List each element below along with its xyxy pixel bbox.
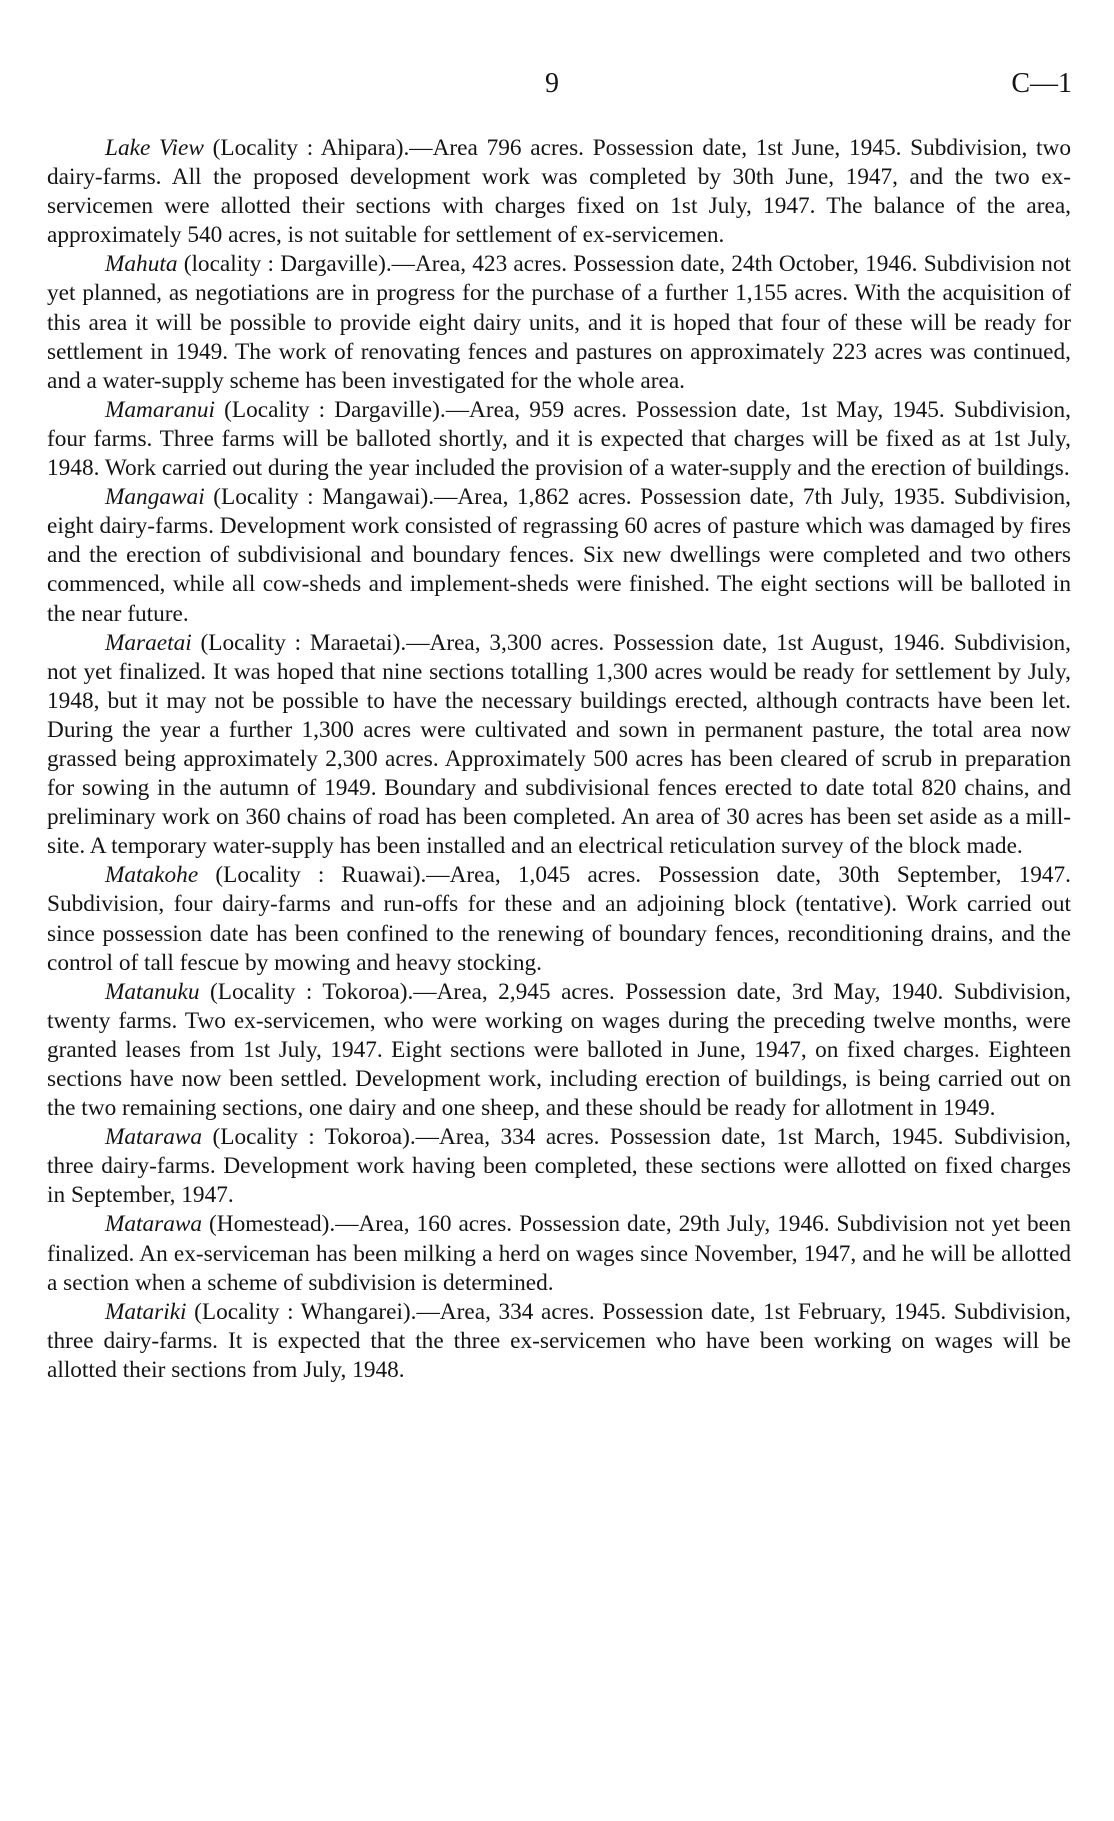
entry-matanuku <box>47 978 1071 1123</box>
entry-lake-view <box>47 134 1071 250</box>
entry-name: Matanuku <box>105 978 200 1005</box>
entry-text: (Locality : Maraetai).—Area, 3,300 acres. Possession date, 1st August, 1946. Subdivision, not yet finalized. It was hoped that nine sections totalling 1,300 acres would be ready for settlement by July, 1948, but it may not be possible to have the necessary buildings erected, although contracts have been let. During the year a further 1,300 acres were cultivated and sown in permanent pasture, the total area now grassed being approximately 2,300 acres. Approximately 500 acres has been cleared of scrub in preparation for sowing in the autumn of 1949. Boundary and subdivisional fences erected to date total 820 chains, and preliminary work on 360 chains of road has been completed. An area of 30 acres has been set aside as a mill-site. A temporary water-supply has been installed and an electrical reticulation survey of the block made. <box>47 629 1071 860</box>
page-header <box>0 68 1114 108</box>
entry-text: (Locality : Tokoroa).—Area, 334 acres. Possession date, 1st March, 1945. Subdivision, three dairy-farms. Development work having been completed, these sections were allotted on fixed charges in September, 1947. <box>47 1124 1071 1209</box>
entry-matariki <box>47 1298 1071 1385</box>
entry-matarawa-homestead <box>47 1210 1071 1297</box>
entry-name: Matariki <box>105 1298 187 1325</box>
entry-name: Mahuta <box>105 251 178 278</box>
entry-mamaranui <box>47 396 1071 483</box>
entry-text: (Locality : Ahipara).—Area 796 acres. Possession date, 1st June, 1945. Subdivision, two dairy-farms. All the proposed development work was completed by 30th June, 1947, and the two ex-servicemen were allotted their sections with charges fixed on 1st July, 1947. The balance of the area, approximately 540 acres, is not suitable for settlement of ex-servicemen. <box>47 135 1071 249</box>
entry-text: (Locality : Tokoroa).—Area, 2,945 acres. Possession date, 3rd May, 1940. Subdivision, twenty farms. Two ex-servicemen, who were working on wages during the preceding twelve months, were granted leases from 1st July, 1947. Eight sections were balloted in June, 1947, on fixed charges. Eighteen sections have now been settled. Development work, including erection of buildings, is being carried out on the two remaining sections, one dairy and one sheep, and these should be ready for allotment in 1949. <box>47 978 1071 1122</box>
entry-name: Mamaranui <box>105 396 216 423</box>
entry-name: Mangawai <box>105 484 205 511</box>
entry-name: Matarawa <box>105 1124 203 1151</box>
entry-name: Maraetai <box>105 629 192 656</box>
entry-matarawa-tokoroa <box>47 1123 1071 1210</box>
entry-mahuta <box>47 250 1071 395</box>
entry-text: (Locality : Ruawai).—Area, 1,045 acres. Possession date, 30th September, 1947. Subdivision, four dairy-farms and run-offs for these and an adjoining block (tentative). Work carried out since possession date has been confined to the renewing of boundary fences, reconditioning drains, and the control of tall fescue by mowing and heavy stocking. <box>47 862 1071 976</box>
entry-text: (Locality : Whangarei).—Area, 334 acres. Possession date, 1st February, 1945. Subdivision, three dairy-farms. It is expected that the three ex-servicemen who have been working on wages will be allotted their sections from July, 1948. <box>47 1298 1071 1383</box>
entry-name: Matarawa <box>105 1211 203 1238</box>
entry-name: Matakohe <box>105 862 199 889</box>
page-number: 9 <box>545 68 559 99</box>
entry-text: (locality : Dargaville).—Area, 423 acres. Possession date, 24th October, 1946. Subdivision not yet planned, as negotiations are in progress for the purchase of a further 1,155 acres. With the acquisition of this area it will be possible to provide eight dairy units, and it is hoped that four of these will be ready for settlement in 1949. The work of renovating fences and pastures on approximately 223 acres was continued, and a water-supply scheme has been investigated for the whole area. <box>47 251 1071 394</box>
body-text <box>47 134 1071 1385</box>
entry-mangawai <box>47 483 1071 628</box>
entry-text: (Locality : Dargaville).—Area, 959 acres. Possession date, 1st May, 1945. Subdivision, four farms. Three farms will be balloted shortly, and it is expected that charges will be fixed as at 1st July, 1948. Work carried out during the year included the provision of a water-supply and the erection of buildings. <box>47 396 1071 482</box>
entry-text: (Homestead).—Area, 160 acres. Possession date, 29th July, 1946. Subdivision not yet been finalized. An ex-serviceman has been milking a herd on wages since November, 1947, and he will be allotted a section when a scheme of subdivision is determined. <box>47 1211 1071 1296</box>
entry-name: Lake View <box>105 135 204 161</box>
document-code: C—1 <box>1011 68 1072 99</box>
entry-matakohe <box>47 861 1071 977</box>
entry-text: (Locality : Mangawai).—Area, 1,862 acres. Possession date, 7th July, 1935. Subdivision, eight dairy-farms. Development work consisted of regrassing 60 acres of pasture which was damaged by fires and the erection of subdivisional and boundary fences. Six new dwellings were completed and two others commenced, while all cow-sheds and implement-sheds were finished. The eight sections will be balloted in the near future. <box>47 484 1071 627</box>
entry-maraetai <box>47 629 1071 862</box>
